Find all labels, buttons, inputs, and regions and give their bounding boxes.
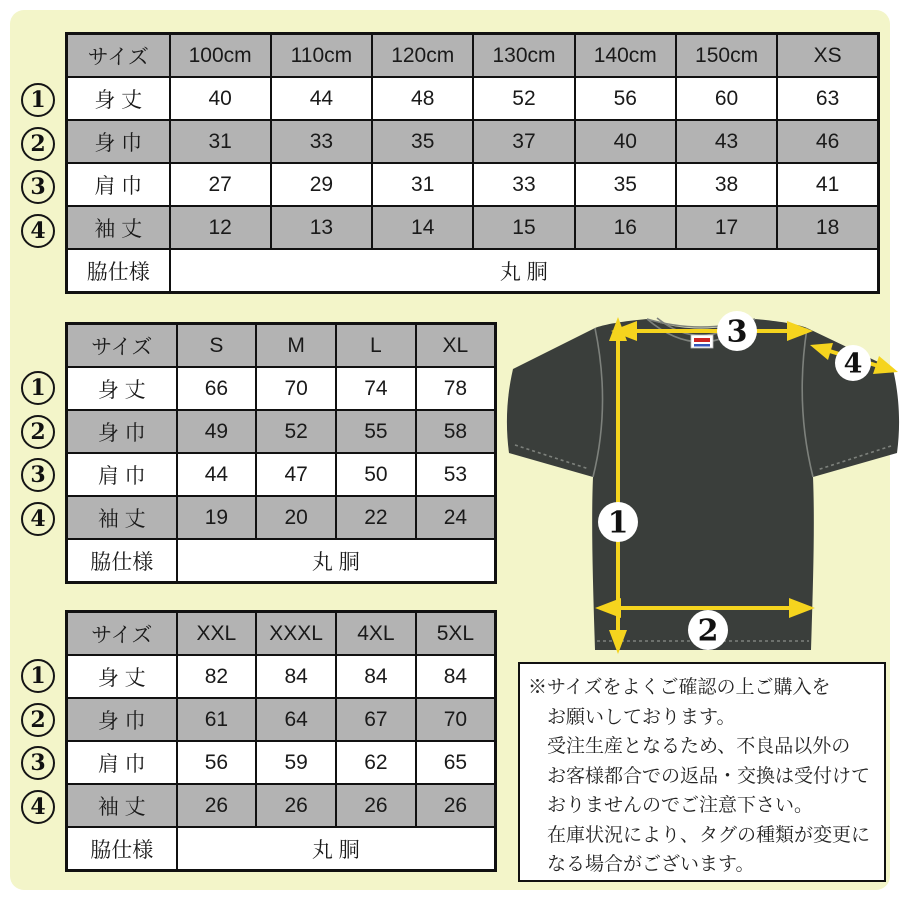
value-cell: 13 [271, 206, 372, 249]
row-label: 身 丈 [67, 77, 170, 120]
size-table-big [65, 610, 497, 872]
value-cell: 43 [676, 120, 777, 163]
value-cell: 40 [575, 120, 676, 163]
size-table-kids [65, 32, 880, 294]
value-cell: 26 [256, 784, 336, 827]
diagram-marker-sleeve: 4 [843, 348, 863, 380]
value-cell: 29 [271, 163, 372, 206]
value-cell: 33 [271, 120, 372, 163]
col-header: XS [777, 34, 878, 78]
table-header-row [67, 612, 496, 656]
footer-label: 脇仕様 [67, 539, 177, 583]
value-cell: 35 [372, 120, 473, 163]
value-cell: 70 [416, 698, 496, 741]
value-cell: 38 [676, 163, 777, 206]
row-marker-3: 3 [21, 170, 55, 204]
value-cell: 20 [256, 496, 336, 539]
table-row [67, 206, 879, 249]
value-cell: 82 [177, 655, 257, 698]
footer-value: 丸 胴 [177, 827, 496, 871]
note-line: おりませんのでご注意下さい。 [547, 795, 814, 816]
col-header: 110cm [271, 34, 372, 78]
value-cell: 63 [777, 77, 878, 120]
col-header: 4XL [336, 612, 416, 656]
value-cell: 15 [473, 206, 574, 249]
tshirt-measurement-diagram [505, 305, 900, 657]
purchase-note-box [518, 662, 886, 882]
footer-value: 丸 胴 [177, 539, 496, 583]
value-cell: 65 [416, 741, 496, 784]
value-cell: 55 [336, 410, 416, 453]
value-cell: 49 [177, 410, 257, 453]
col-header: M [256, 324, 336, 368]
value-cell: 26 [177, 784, 257, 827]
row-label: 袖 丈 [67, 496, 177, 539]
tshirt-illustration [505, 305, 900, 657]
col-header: XL [416, 324, 496, 368]
value-cell: 61 [177, 698, 257, 741]
value-cell: 18 [777, 206, 878, 249]
table-row [67, 410, 496, 453]
value-cell: 59 [256, 741, 336, 784]
note-line: なる場合がございます。 [547, 854, 755, 875]
value-cell: 84 [336, 655, 416, 698]
diagram-marker-width: 2 [697, 613, 719, 649]
value-cell: 52 [256, 410, 336, 453]
col-header: 150cm [676, 34, 777, 78]
note-line: お願いしております。 [547, 706, 736, 728]
row-label: 袖 丈 [67, 206, 170, 249]
value-cell: 41 [777, 163, 878, 206]
value-cell: 37 [473, 120, 574, 163]
value-cell: 66 [177, 367, 257, 410]
row-marker-2: 2 [21, 127, 55, 161]
row-marker-1: 1 [21, 371, 55, 405]
value-cell: 56 [575, 77, 676, 120]
value-cell: 47 [256, 453, 336, 496]
row-label: 肩 巾 [67, 163, 170, 206]
row-marker-3: 3 [21, 746, 55, 780]
row-label: 身 巾 [67, 410, 177, 453]
value-cell: 74 [336, 367, 416, 410]
col-header: 100cm [170, 34, 271, 78]
size-table-adult [65, 322, 497, 584]
col-header: 120cm [372, 34, 473, 78]
value-cell: 46 [777, 120, 878, 163]
row-marker-3: 3 [21, 458, 55, 492]
row-label: 身 巾 [67, 120, 170, 163]
value-cell: 78 [416, 367, 496, 410]
footer-value: 丸 胴 [170, 249, 879, 293]
size-chart-sheet [10, 10, 890, 890]
value-cell: 24 [416, 496, 496, 539]
col-header: サイズ [67, 612, 177, 656]
row-marker-4: 4 [21, 502, 55, 536]
value-cell: 50 [336, 453, 416, 496]
neck-tag [691, 335, 713, 348]
col-header: 5XL [416, 612, 496, 656]
col-header: サイズ [67, 324, 177, 368]
row-marker-1: 1 [21, 83, 55, 117]
row-label: 身 丈 [67, 367, 177, 410]
table-row [67, 77, 879, 120]
value-cell: 40 [170, 77, 271, 120]
diagram-marker-length: 1 [607, 505, 629, 541]
value-cell: 58 [416, 410, 496, 453]
value-cell: 26 [416, 784, 496, 827]
value-cell: 84 [256, 655, 336, 698]
value-cell: 53 [416, 453, 496, 496]
note-line: 受注生産となるため、不良品以外の [547, 736, 851, 757]
footer-label: 脇仕様 [67, 249, 170, 293]
table-row [67, 496, 496, 539]
col-header: XXXL [256, 612, 336, 656]
note-line: ※サイズをよくご確認の上ご購入を [528, 677, 831, 698]
value-cell: 56 [177, 741, 257, 784]
value-cell: 84 [416, 655, 496, 698]
row-label: 袖 丈 [67, 784, 177, 827]
value-cell: 70 [256, 367, 336, 410]
value-cell: 64 [256, 698, 336, 741]
value-cell: 19 [177, 496, 257, 539]
value-cell: 31 [372, 163, 473, 206]
note-line: お客様都合での返品・交換は受付けて [547, 765, 871, 787]
col-header: 140cm [575, 34, 676, 78]
value-cell: 33 [473, 163, 574, 206]
table-footer-row [67, 539, 496, 583]
table-row [67, 698, 496, 741]
row-label: 肩 巾 [67, 741, 177, 784]
value-cell: 60 [676, 77, 777, 120]
value-cell: 14 [372, 206, 473, 249]
row-label: 身 丈 [67, 655, 177, 698]
row-label: 身 巾 [67, 698, 177, 741]
table-row [67, 784, 496, 827]
value-cell: 22 [336, 496, 416, 539]
col-header: 130cm [473, 34, 574, 78]
col-header: サイズ [67, 34, 170, 78]
value-cell: 52 [473, 77, 574, 120]
col-header: L [336, 324, 416, 368]
row-marker-2: 2 [21, 415, 55, 449]
value-cell: 44 [271, 77, 372, 120]
value-cell: 35 [575, 163, 676, 206]
footer-label: 脇仕様 [67, 827, 177, 871]
value-cell: 44 [177, 453, 257, 496]
value-cell: 27 [170, 163, 271, 206]
table-row [67, 655, 496, 698]
value-cell: 17 [676, 206, 777, 249]
value-cell: 26 [336, 784, 416, 827]
value-cell: 31 [170, 120, 271, 163]
table-row [67, 163, 879, 206]
value-cell: 48 [372, 77, 473, 120]
row-label: 肩 巾 [67, 453, 177, 496]
table-row [67, 453, 496, 496]
value-cell: 12 [170, 206, 271, 249]
table-footer-row [67, 827, 496, 871]
table-header-row [67, 324, 496, 368]
table-footer-row [67, 249, 879, 293]
row-marker-1: 1 [21, 659, 55, 693]
row-marker-4: 4 [21, 790, 55, 824]
table-row [67, 120, 879, 163]
row-marker-4: 4 [21, 214, 55, 248]
table-row [67, 741, 496, 784]
diagram-marker-shoulder: 3 [726, 314, 748, 350]
value-cell: 16 [575, 206, 676, 249]
value-cell: 62 [336, 741, 416, 784]
value-cell: 67 [336, 698, 416, 741]
col-header: S [177, 324, 257, 368]
table-header-row [67, 34, 879, 78]
row-marker-2: 2 [21, 703, 55, 737]
note-line: 在庫状況により、タグの種類が変更に [547, 824, 871, 846]
col-header: XXL [177, 612, 257, 656]
table-row [67, 367, 496, 410]
